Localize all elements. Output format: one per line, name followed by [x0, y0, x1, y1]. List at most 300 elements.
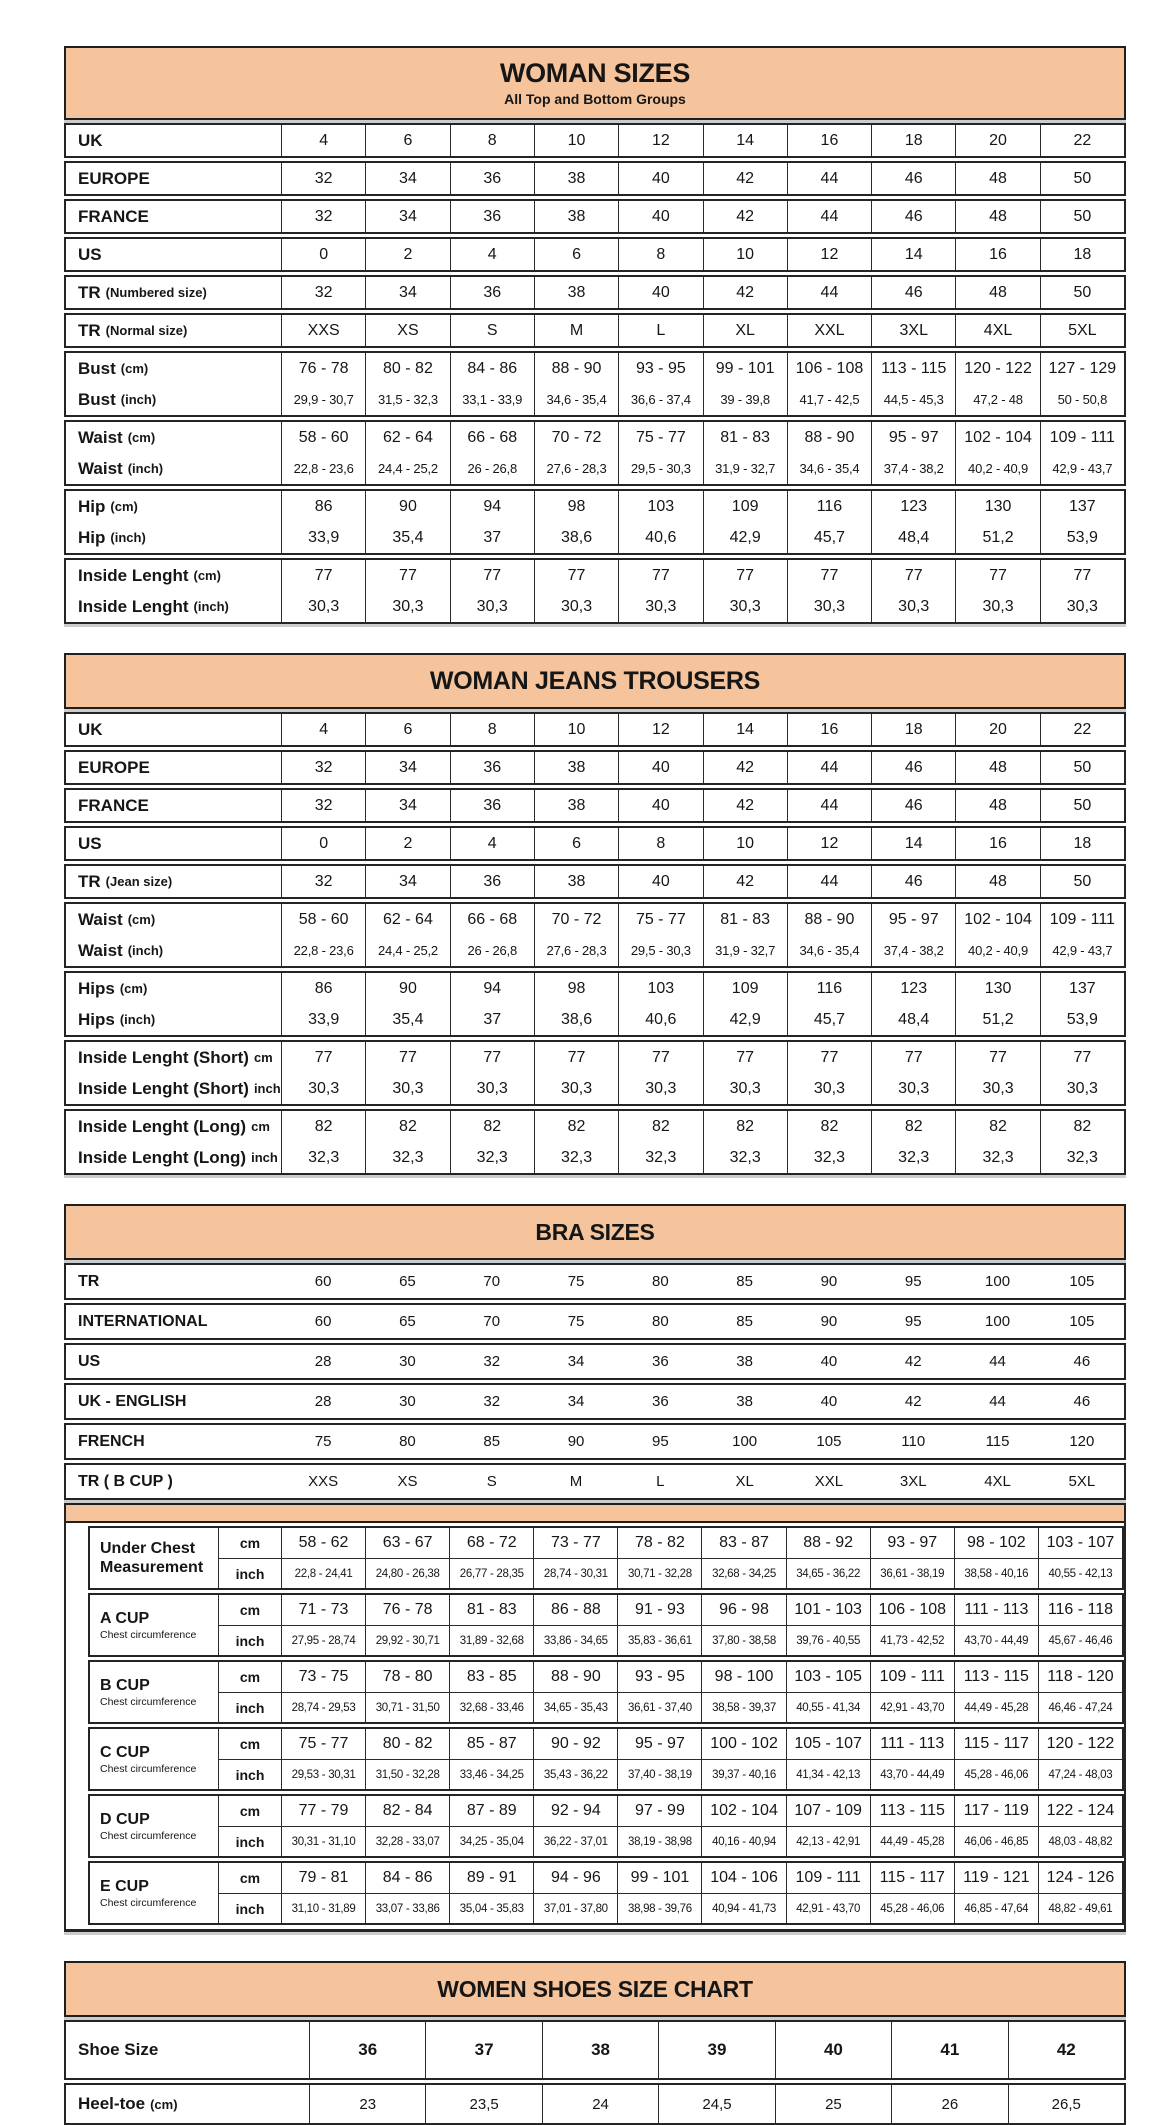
value-cell: 41,73 - 42,52 — [870, 1625, 954, 1655]
value-cell: 79 - 81 — [281, 1863, 365, 1893]
value-cell: 4XL — [955, 315, 1039, 346]
row-label-text: Waist — [78, 427, 123, 447]
value-cell: S — [486, 1473, 497, 1490]
cup-label — [90, 1863, 218, 1923]
value-cell: 115 - 117 — [954, 1729, 1038, 1759]
value-cell: 22 — [1040, 714, 1124, 745]
value-cell: 29,9 - 30,7 — [281, 384, 365, 415]
row-label-text: Hip — [78, 527, 106, 547]
row-label-note: (inch) — [110, 530, 146, 545]
table-row — [64, 123, 1126, 158]
value-cell: 77 — [1040, 560, 1124, 591]
value-cell: 34,6 - 35,4 — [787, 453, 871, 484]
value-cell: 31,9 - 32,7 — [703, 453, 787, 484]
woman-jeans-table — [64, 653, 1126, 1175]
value-cell: 77 — [281, 560, 365, 591]
value-cell: 30,3 — [787, 591, 871, 622]
unit-label-inch: inch — [218, 1692, 281, 1722]
value-cell: 16 — [955, 239, 1039, 270]
value-cell: 2 — [365, 239, 449, 270]
value-cell: 38 — [534, 201, 618, 232]
value-cell: 50 — [1040, 866, 1124, 897]
value-cell: 48 — [955, 752, 1039, 783]
bra-top-rows — [64, 1263, 1126, 1500]
value-cell: 111 - 113 — [870, 1729, 954, 1759]
value-cell: 80 — [399, 1433, 416, 1450]
value-cell: 45,28 - 46,06 — [870, 1893, 954, 1923]
value-cell: 41 — [891, 2022, 1007, 2078]
row-label — [66, 315, 281, 346]
value-cell: 62 - 64 — [365, 422, 449, 453]
unit-label-cm: cm — [218, 1863, 281, 1893]
value-cell: 23,5 — [425, 2085, 541, 2123]
cup-name: A CUP — [100, 1609, 150, 1627]
row-label-text: FRENCH — [78, 1432, 145, 1450]
table-row — [64, 864, 1126, 899]
value-cell: 85 - 87 — [449, 1729, 533, 1759]
value-cell: 102 - 104 — [701, 1796, 785, 1826]
value-cell: 98 — [534, 973, 618, 1004]
value-cell: 36 — [450, 163, 534, 194]
value-cell: 8 — [618, 828, 702, 859]
value-cell: 39 — [658, 2022, 774, 2078]
value-cell: 98 - 102 — [954, 1528, 1038, 1558]
value-cell: 40,6 — [618, 1004, 702, 1035]
value-cell: 93 - 95 — [618, 353, 702, 384]
value-cell: 14 — [871, 828, 955, 859]
value-cell: 77 — [955, 1042, 1039, 1073]
value-cell: 20 — [955, 714, 1039, 745]
cup-subtitle: Chest circumference — [100, 1629, 197, 1642]
row-label — [66, 973, 281, 1004]
value-cell: 35,43 - 36,22 — [533, 1759, 617, 1789]
value-cell: 36 — [450, 277, 534, 308]
value-cell: 39,37 - 40,16 — [701, 1759, 785, 1789]
value-cell: 117 - 119 — [954, 1796, 1038, 1826]
value-cell: 36 — [450, 201, 534, 232]
value-cell: 43,70 - 44,49 — [870, 1759, 954, 1789]
row-label — [66, 491, 281, 522]
value-cell: 32,28 - 33,07 — [365, 1826, 449, 1856]
value-cell: 40 — [618, 163, 702, 194]
row-label — [66, 163, 281, 194]
value-cell: 27,6 - 28,3 — [534, 453, 618, 484]
value-cell: 37,40 - 38,19 — [617, 1759, 701, 1789]
value-cell: 24 — [542, 2085, 658, 2123]
value-cell: 34 — [365, 163, 449, 194]
value-cell: 42 — [703, 790, 787, 821]
value-cell: 77 — [871, 560, 955, 591]
value-cell: 46 — [871, 752, 955, 783]
row-label — [66, 1465, 281, 1498]
table-row-group — [64, 971, 1126, 1037]
value-cell: 85 — [736, 1273, 753, 1290]
row-label — [66, 1265, 281, 1298]
value-cell: 60 — [314, 1313, 332, 1330]
women-shoes-header — [64, 1961, 1126, 2017]
value-cell: 30 — [399, 1353, 416, 1370]
value-cell: 22,8 - 24,41 — [281, 1558, 365, 1588]
value-cell: 46 — [871, 163, 955, 194]
value-cell: 38,19 - 38,98 — [617, 1826, 701, 1856]
cup-subtitle: Chest circumference — [100, 1763, 197, 1776]
value-cell: 77 — [871, 1042, 955, 1073]
value-cell: 12 — [618, 714, 702, 745]
row-label-text: Inside Lenght — [78, 596, 189, 616]
value-cell: 34,6 - 35,4 — [787, 935, 871, 966]
value-cell: 51,2 — [955, 522, 1039, 553]
table-title: WOMAN SIZES — [499, 58, 691, 89]
cup-label — [90, 1662, 218, 1722]
value-cell: 26,5 — [1008, 2085, 1124, 2123]
value-cell: 113 - 115 — [870, 1796, 954, 1826]
value-cell: 87 - 89 — [449, 1796, 533, 1826]
row-label-text: Inside Lenght (Long) — [78, 1147, 247, 1167]
value-cell: 48,03 - 48,82 — [1038, 1826, 1122, 1856]
value-cell: 30,71 - 32,28 — [617, 1558, 701, 1588]
row-label — [66, 560, 281, 591]
value-cell: 50 — [1040, 790, 1124, 821]
table-row — [64, 275, 1126, 310]
value-cell: 50 - 50,8 — [1040, 384, 1124, 415]
value-cell: 88 - 90 — [787, 422, 871, 453]
value-cell: 109 — [703, 973, 787, 1004]
value-cell: 35,83 - 36,61 — [617, 1625, 701, 1655]
value-cell: 18 — [1040, 828, 1124, 859]
value-cell: 36 — [450, 866, 534, 897]
value-cell: 14 — [871, 239, 955, 270]
value-cell: 66 - 68 — [450, 904, 534, 935]
value-cell: 75 — [314, 1433, 332, 1450]
value-cell: 82 — [450, 1111, 534, 1142]
value-cell: 46 — [871, 866, 955, 897]
value-cell: 30,3 — [450, 1073, 534, 1104]
table-row — [64, 1303, 1126, 1340]
value-cell: 30,31 - 31,10 — [281, 1826, 365, 1856]
value-cell: 28,74 - 30,31 — [533, 1558, 617, 1588]
row-label — [66, 422, 281, 453]
value-cell: 36,61 - 37,40 — [617, 1692, 701, 1722]
value-cell: 14 — [703, 125, 787, 156]
row-label — [66, 1004, 281, 1035]
value-cell: 8 — [450, 125, 534, 156]
value-cell: 40,2 - 40,9 — [955, 453, 1039, 484]
cup-label — [90, 1729, 218, 1789]
value-cell: 80 — [652, 1313, 669, 1330]
value-cell: 46 — [871, 277, 955, 308]
value-cell: 44 — [787, 866, 871, 897]
value-cell: 30,3 — [1040, 591, 1124, 622]
value-cell: 32 — [483, 1393, 501, 1410]
row-label-note: (Normal size) — [105, 323, 188, 338]
cup-subtitle: Chest circumference — [100, 1696, 197, 1709]
value-cell: 16 — [787, 125, 871, 156]
table-row — [64, 199, 1126, 234]
value-cell: 10 — [703, 828, 787, 859]
value-cell: 73 - 75 — [281, 1662, 365, 1692]
value-cell: 80 - 82 — [365, 353, 449, 384]
row-label-note: (inch) — [119, 1012, 156, 1027]
row-label-text: EUROPE — [78, 168, 150, 188]
value-cell: 65 — [399, 1273, 416, 1290]
value-cell: 116 - 118 — [1038, 1595, 1122, 1625]
value-cell: 36,61 - 38,19 — [870, 1558, 954, 1588]
bra-cup-group — [88, 1727, 1124, 1791]
value-cell: 90 — [567, 1433, 585, 1450]
value-cell: 26,77 - 28,35 — [449, 1558, 533, 1588]
unit-label-inch: inch — [218, 1893, 281, 1923]
unit-label-cm: cm — [218, 1729, 281, 1759]
value-cell: 90 — [820, 1273, 838, 1290]
value-cell: M — [569, 1473, 583, 1490]
table-row-group — [64, 351, 1126, 417]
value-cell: 40 — [618, 866, 702, 897]
cup-label — [90, 1528, 218, 1588]
value-cell: 46 — [871, 201, 955, 232]
row-label-text: US — [78, 833, 102, 853]
value-cell: 36 — [450, 752, 534, 783]
value-cell: 68 - 72 — [449, 1528, 533, 1558]
value-cell: 38,58 - 39,37 — [701, 1692, 785, 1722]
value-cell: 30,3 — [534, 1073, 618, 1104]
value-cell: 28 — [314, 1393, 332, 1410]
value-cell: 77 — [1040, 1042, 1124, 1073]
value-cell: 38 — [534, 866, 618, 897]
cup-name: B CUP — [100, 1676, 150, 1694]
value-cell: 30,3 — [618, 591, 702, 622]
value-cell: 115 - 117 — [870, 1863, 954, 1893]
value-cell: 30,3 — [871, 1073, 955, 1104]
value-cell: 38 — [534, 790, 618, 821]
table-row — [64, 712, 1126, 747]
value-cell: 32,3 — [534, 1142, 618, 1173]
table-row-group — [64, 1109, 1126, 1175]
value-cell: 40,94 - 41,73 — [701, 1893, 785, 1923]
row-label-note: (cm) — [150, 2096, 178, 2112]
value-cell: 33,9 — [281, 1004, 365, 1035]
value-cell: 18 — [871, 125, 955, 156]
row-label-note: inch — [251, 1150, 278, 1165]
value-cell: 97 - 99 — [617, 1796, 701, 1826]
row-label-text: Bust — [78, 389, 116, 409]
value-cell: 75 - 77 — [281, 1729, 365, 1759]
value-cell: 35,04 - 35,83 — [449, 1893, 533, 1923]
value-cell: M — [534, 315, 618, 346]
value-cell: 30,3 — [703, 591, 787, 622]
table-row-group — [64, 1040, 1126, 1106]
value-cell: 42,9 — [703, 522, 787, 553]
value-cell: 77 — [618, 560, 702, 591]
value-cell: 40 — [820, 1353, 838, 1370]
value-cell: 32 — [281, 866, 365, 897]
cup-subtitle: Chest circumference — [100, 1830, 197, 1843]
value-cell: 18 — [1040, 239, 1124, 270]
table-row — [64, 1423, 1126, 1460]
value-cell: 43,70 - 44,49 — [954, 1625, 1038, 1655]
value-cell: 26 — [891, 2085, 1007, 2123]
value-cell: 30,3 — [955, 591, 1039, 622]
value-cell: 31,9 - 32,7 — [703, 935, 787, 966]
value-cell: 4 — [450, 828, 534, 859]
value-cell: 36,22 - 37,01 — [533, 1826, 617, 1856]
value-cell: 88 - 90 — [533, 1662, 617, 1692]
table-row — [64, 237, 1126, 272]
value-cell: 77 — [281, 1042, 365, 1073]
row-label — [66, 453, 281, 484]
value-cell: 38,58 - 40,16 — [954, 1558, 1038, 1588]
value-cell: 34 — [567, 1393, 585, 1410]
value-cell: 0 — [281, 828, 365, 859]
value-cell: 99 - 101 — [703, 353, 787, 384]
value-cell: 113 - 115 — [954, 1662, 1038, 1692]
value-cell: 90 — [820, 1313, 838, 1330]
value-cell: 32 — [281, 277, 365, 308]
value-cell: 76 - 78 — [281, 353, 365, 384]
value-cell: 40 — [618, 201, 702, 232]
row-label — [66, 522, 281, 553]
value-cell: 82 — [281, 1111, 365, 1142]
value-cell: 50 — [1040, 163, 1124, 194]
value-cell: 100 — [732, 1433, 758, 1450]
value-cell: 24,4 - 25,2 — [365, 453, 449, 484]
value-cell: 42 — [1008, 2022, 1124, 2078]
value-cell: 109 - 111 — [870, 1662, 954, 1692]
value-cell: XS — [365, 315, 449, 346]
value-cell: 63 - 67 — [365, 1528, 449, 1558]
value-cell: 77 — [703, 1042, 787, 1073]
value-cell: 70 - 72 — [534, 422, 618, 453]
value-cell: 70 - 72 — [534, 904, 618, 935]
value-cell: 20 — [955, 125, 1039, 156]
value-cell: 38 — [534, 752, 618, 783]
value-cell: 30,3 — [281, 1073, 365, 1104]
value-cell: 37,4 - 38,2 — [871, 453, 955, 484]
value-cell: 66 - 68 — [450, 422, 534, 453]
value-cell: 38,6 — [534, 1004, 618, 1035]
value-cell: 44 — [787, 790, 871, 821]
value-cell: 44 — [787, 752, 871, 783]
row-label — [66, 904, 281, 935]
value-cell: 22 — [1040, 125, 1124, 156]
woman-jeans-header — [64, 653, 1126, 709]
row-label — [66, 1425, 281, 1458]
value-cell: 38 — [534, 277, 618, 308]
value-cell: 32,68 - 33,46 — [449, 1692, 533, 1722]
value-cell: XL — [703, 315, 787, 346]
value-cell: 47,24 - 48,03 — [1038, 1759, 1122, 1789]
value-cell: 6 — [534, 828, 618, 859]
value-cell: 37 — [450, 522, 534, 553]
bra-sizes-header — [64, 1204, 1126, 1260]
value-cell: 48,4 — [871, 522, 955, 553]
value-cell: 78 - 82 — [617, 1528, 701, 1558]
unit-label-inch: inch — [218, 1558, 281, 1588]
value-cell: 107 - 109 — [786, 1796, 870, 1826]
value-cell: 48 — [955, 163, 1039, 194]
value-cell: 42,9 - 43,7 — [1040, 935, 1124, 966]
value-cell: 40,6 — [618, 522, 702, 553]
row-label-text: Waist — [78, 940, 123, 960]
value-cell: 3XL — [899, 1473, 927, 1490]
value-cell: 46 — [1073, 1393, 1091, 1410]
value-cell: 24,5 — [658, 2085, 774, 2123]
row-label-text: US — [78, 1352, 101, 1370]
value-cell: 4XL — [984, 1473, 1011, 1490]
value-cell: 46 — [871, 790, 955, 821]
row-label-text: Shoe Size — [78, 2040, 159, 2059]
value-cell: 105 — [1069, 1313, 1095, 1330]
value-cell: 122 - 124 — [1038, 1796, 1122, 1826]
value-cell: XXS — [308, 1473, 339, 1490]
value-cell: 116 — [787, 973, 871, 1004]
value-cell: 24,80 - 26,38 — [365, 1558, 449, 1588]
value-cell: 60 — [314, 1273, 332, 1290]
value-cell: 88 - 92 — [786, 1528, 870, 1558]
value-cell: 32,3 — [281, 1142, 365, 1173]
value-cell: 33,46 - 34,25 — [449, 1759, 533, 1789]
value-cell: 29,5 - 30,3 — [618, 935, 702, 966]
row-label — [66, 239, 281, 270]
value-cell: 109 — [703, 491, 787, 522]
women-shoes-table — [64, 1961, 1126, 2125]
value-cell: 42,91 - 43,70 — [870, 1692, 954, 1722]
value-cell: S — [450, 315, 534, 346]
table-title: WOMEN SHOES SIZE CHART — [437, 1975, 753, 2002]
value-cell: 106 - 108 — [787, 353, 871, 384]
value-cell: 101 - 103 — [786, 1595, 870, 1625]
row-label — [66, 591, 281, 622]
value-cell: 42 — [703, 201, 787, 232]
value-cell: 30,3 — [871, 591, 955, 622]
row-label — [66, 790, 281, 821]
table-row-group — [64, 489, 1126, 555]
value-cell: 34 — [365, 201, 449, 232]
value-cell: 4 — [281, 125, 365, 156]
row-label — [66, 2085, 309, 2123]
value-cell: 37,4 - 38,2 — [871, 935, 955, 966]
value-cell: 32 — [281, 752, 365, 783]
row-label — [66, 277, 281, 308]
value-cell: L — [618, 315, 702, 346]
value-cell: 82 — [955, 1111, 1039, 1142]
value-cell: 48 — [955, 201, 1039, 232]
value-cell: 34 — [365, 866, 449, 897]
bra-sizes-table — [64, 1204, 1126, 1932]
value-cell: 81 - 83 — [703, 422, 787, 453]
value-cell: 42 — [703, 163, 787, 194]
value-cell: 130 — [955, 491, 1039, 522]
value-cell: 75 - 77 — [618, 422, 702, 453]
value-cell: 36 — [652, 1353, 669, 1370]
bra-cup-group — [88, 1593, 1124, 1657]
table-row — [64, 750, 1126, 785]
value-cell: 48,82 - 49,61 — [1038, 1893, 1122, 1923]
value-cell: 30,3 — [955, 1073, 1039, 1104]
value-cell: 82 — [365, 1111, 449, 1142]
value-cell: 50 — [1040, 752, 1124, 783]
value-cell: 137 — [1040, 491, 1124, 522]
value-cell: 94 — [450, 491, 534, 522]
value-cell: 113 - 115 — [871, 353, 955, 384]
value-cell: 102 - 104 — [955, 422, 1039, 453]
row-label-note: (inch) — [127, 461, 164, 476]
row-label-text: TR — [78, 1272, 100, 1290]
row-label-note: (Numbered size) — [105, 285, 207, 300]
value-cell: 83 - 85 — [449, 1662, 533, 1692]
table-row — [64, 1263, 1126, 1300]
value-cell: 90 — [365, 491, 449, 522]
value-cell: XL — [735, 1473, 754, 1490]
